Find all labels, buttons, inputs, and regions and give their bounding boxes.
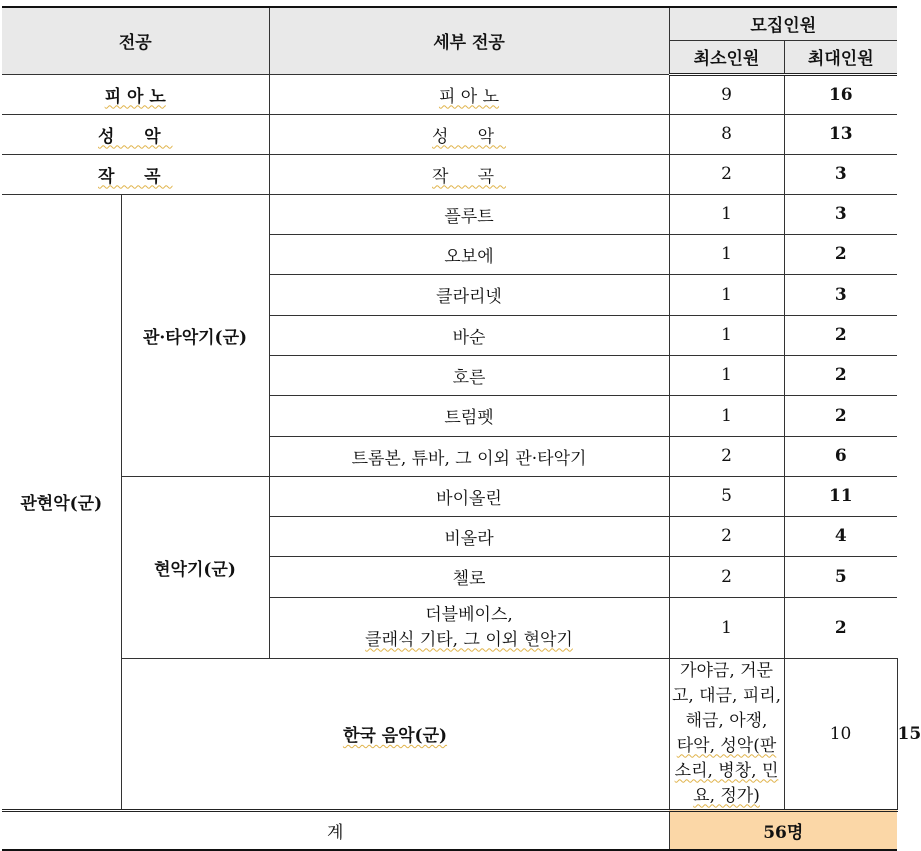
sub-major-cell: 첼로: [269, 556, 669, 597]
total-value: 56명: [669, 810, 897, 850]
min-cell: 1: [669, 234, 784, 274]
header-max: 최대인원: [784, 40, 897, 74]
sub-major-cell: 피 아 노: [269, 74, 669, 114]
min-cell: 1: [669, 274, 784, 315]
max-cell: 3: [784, 274, 897, 315]
min-cell: 2: [669, 516, 784, 556]
sub-major-line: 가야금, 거문고, 대금, 피리, 해금, 아쟁,: [671, 660, 782, 731]
min-cell: 1: [669, 315, 784, 355]
max-cell: 16: [784, 74, 897, 114]
header-sub-major: 세부 전공: [269, 7, 669, 74]
sub-major-cell: 오보에: [269, 234, 669, 274]
max-cell: 2: [784, 395, 897, 436]
sub-major-cell: 작 곡: [269, 154, 669, 194]
sub-major-cell: 트럼펫: [269, 395, 669, 436]
min-cell: 2: [669, 436, 784, 476]
sub-major-cell: 플루트: [269, 194, 669, 234]
header-recruit: 모집인원: [669, 7, 897, 40]
min-cell: 10: [784, 658, 897, 810]
sub-major-cell: 클라리넷: [269, 274, 669, 315]
table-row: [2, 194, 897, 234]
min-cell: 1: [669, 395, 784, 436]
major-cell: 작 곡: [2, 154, 269, 194]
sub-major-cell: 성 악: [269, 114, 669, 154]
recruitment-table: [2, 6, 921, 851]
sub-major-cell: 바순: [269, 315, 669, 355]
total-label: 계: [2, 810, 669, 850]
strings-group-cell: 현악기(군): [121, 476, 269, 658]
sub-major-line: 더블베이스,: [425, 604, 513, 625]
table-row-total: [2, 810, 897, 850]
min-cell: 2: [669, 556, 784, 597]
sub-major-cell: 호른: [269, 355, 669, 395]
header-min: 최소인원: [669, 40, 784, 74]
max-cell: 11: [784, 476, 897, 516]
sub-major-cell: 트롬본, 튜바, 그 이외 관·타악기: [269, 436, 669, 476]
table-row-vocal: [2, 114, 897, 154]
max-cell: 5: [784, 556, 897, 597]
max-cell: 4: [784, 516, 897, 556]
min-cell: 1: [669, 194, 784, 234]
max-cell: 2: [784, 315, 897, 355]
sub-major-cell: [269, 597, 669, 658]
max-cell: 2: [784, 234, 897, 274]
sub-major-line: 클래식 기타, 그 이외 현악기: [365, 629, 573, 650]
table-row-korean: 한국 음악(군) 가야금, 거문고, 대금, 피리, 해금, 아쟁, 타악, 성악(판소리, 병창, 민요, 정가) 10 15: [2, 658, 897, 810]
header-major: 전공: [2, 7, 269, 74]
max-cell: 3: [784, 194, 897, 234]
min-cell: 1: [669, 597, 784, 658]
sub-major-cell: [669, 658, 784, 810]
sub-major-cell: 비올라: [269, 516, 669, 556]
major-cell: 성 악: [2, 114, 269, 154]
max-cell: 2: [784, 355, 897, 395]
table-row-piano: [2, 74, 897, 114]
max-cell: 2: [784, 597, 897, 658]
min-cell: 1: [669, 355, 784, 395]
winds-group-cell: 관·타악기(군): [121, 194, 269, 476]
major-cell: 한국 음악(군): [121, 658, 669, 810]
max-cell: 3: [784, 154, 897, 194]
major-cell: 피 아 노: [2, 74, 269, 114]
max-cell: 13: [784, 114, 897, 154]
sub-major-line: 타악, 성악(판소리, 병창, 민요, 정가): [674, 735, 779, 806]
orchestra-group-cell: 관현악(군): [2, 194, 121, 810]
min-cell: 2: [669, 154, 784, 194]
min-cell: 5: [669, 476, 784, 516]
min-cell: 9: [669, 74, 784, 114]
table-row: [2, 476, 897, 516]
table-row-composition: [2, 154, 897, 194]
sub-major-cell: 바이올린: [269, 476, 669, 516]
max-cell: 6: [784, 436, 897, 476]
min-cell: 8: [669, 114, 784, 154]
